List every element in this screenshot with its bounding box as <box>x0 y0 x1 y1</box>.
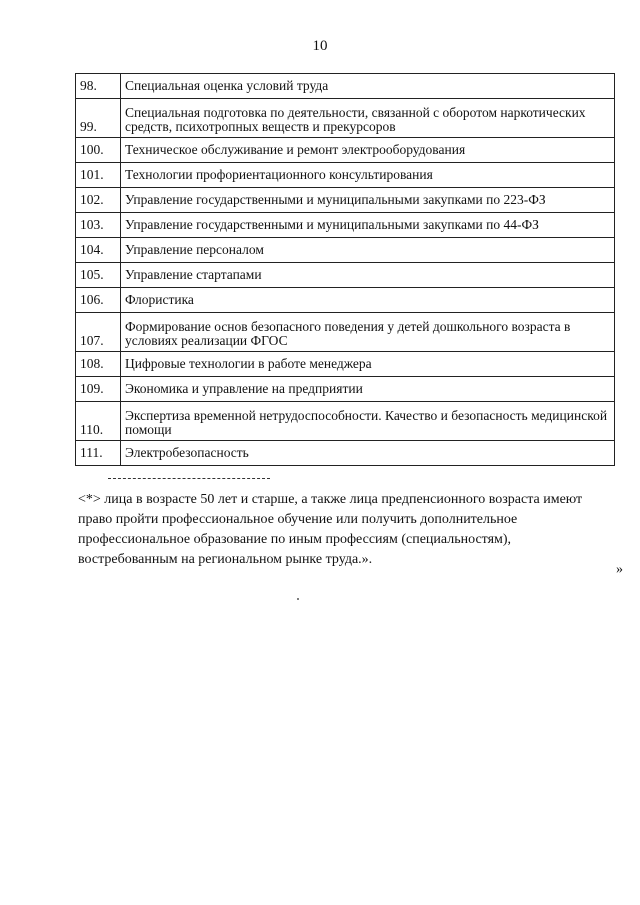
table-row <box>76 238 615 263</box>
scan-speck <box>297 598 299 600</box>
row-text: Технологии профориентационного консультирования <box>121 163 615 188</box>
row-number: 99. <box>76 99 121 138</box>
table-row <box>76 163 615 188</box>
row-number: 108. <box>76 352 121 377</box>
row-text: Управление государственными и муниципальными закупками по 223-ФЗ <box>121 188 615 213</box>
footnote-text: <*> лица в возрасте 50 лет и старше, а также лица предпенсионного возраста имеют право пройти профессиональное обучение или получить дополнительное профессиональное образование по иным профессиям (специальностям), востребованным на региональном рынке труда.». <box>78 492 583 567</box>
table-row <box>76 288 615 313</box>
row-text: Управление государственными и муниципальными закупками по 44-ФЗ <box>121 213 615 238</box>
row-number: 109. <box>76 377 121 402</box>
table-row <box>76 99 615 138</box>
table-row <box>76 138 615 163</box>
table-row <box>76 352 615 377</box>
row-number: 105. <box>76 263 121 288</box>
table-row <box>76 377 615 402</box>
table-row <box>76 441 615 466</box>
closing-quote-mark: » <box>616 562 623 577</box>
row-text: Формирование основ безопасного поведения у детей дошкольного возраста в условиях реализации ФГОС <box>121 313 615 352</box>
table-row <box>76 74 615 99</box>
row-text: Управление стартапами <box>121 263 615 288</box>
row-number: 102. <box>76 188 121 213</box>
table-row <box>76 213 615 238</box>
row-text: Специальная оценка условий труда <box>121 74 615 99</box>
row-number: 107. <box>76 313 121 352</box>
row-number: 98. <box>76 74 121 99</box>
page-number: 10 <box>312 38 328 54</box>
row-text: Техническое обслуживание и ремонт электрооборудования <box>121 138 615 163</box>
row-number: 100. <box>76 138 121 163</box>
row-number: 110. <box>76 402 121 441</box>
row-text: Экономика и управление на предприятии <box>121 377 615 402</box>
row-number: 104. <box>76 238 121 263</box>
table-row <box>76 188 615 213</box>
table-row <box>76 402 615 441</box>
row-number: 103. <box>76 213 121 238</box>
row-number: 101. <box>76 163 121 188</box>
row-number: 111. <box>76 441 121 466</box>
table-row <box>76 313 615 352</box>
table-row <box>76 263 615 288</box>
row-text: Электробезопасность <box>121 441 615 466</box>
row-text: Управление персоналом <box>121 238 615 263</box>
footnote-divider <box>108 478 270 479</box>
row-number: 106. <box>76 288 121 313</box>
professions-table <box>75 73 615 466</box>
row-text: Флористика <box>121 288 615 313</box>
row-text: Специальная подготовка по деятельности, связанной с оборотом наркотических средств, психотропных веществ и прекурсоров <box>121 99 615 138</box>
row-text: Экспертиза временной нетрудоспособности. Качество и безопасность медицинской помощи <box>121 402 615 441</box>
row-text: Цифровые технологии в работе менеджера <box>121 352 615 377</box>
